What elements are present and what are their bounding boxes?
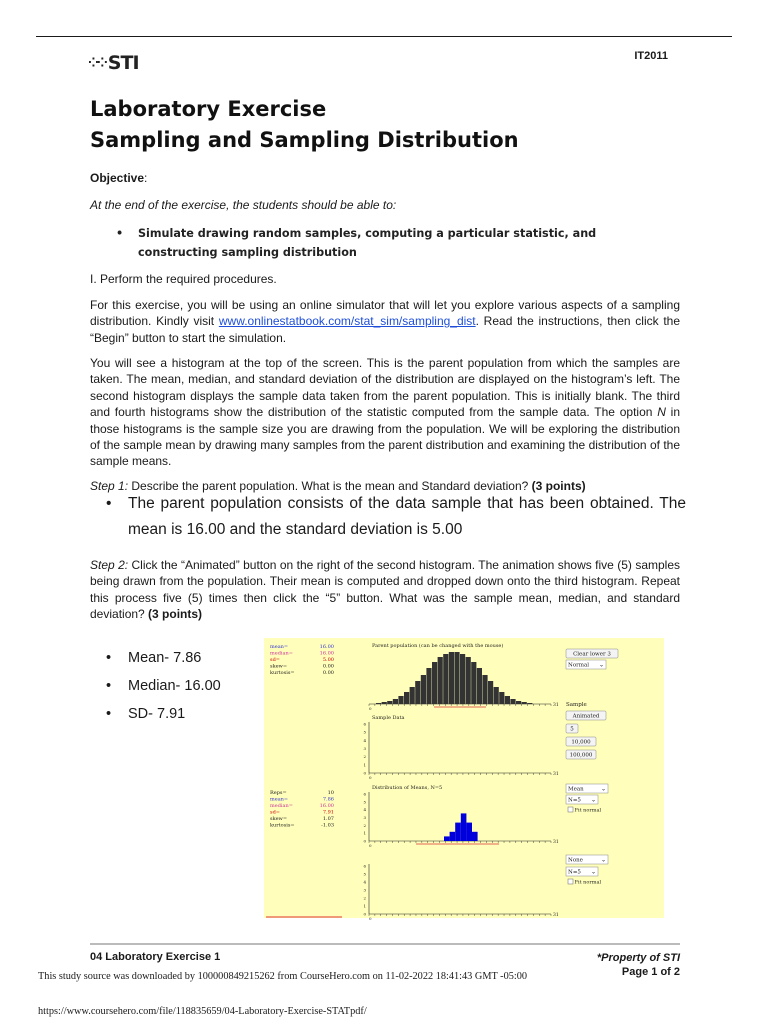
y-tick-label: 6	[363, 721, 366, 727]
y-tick-label: 0	[363, 911, 366, 917]
para1-text-before: For this exercise, you will be using an online simulator that will let you explore various aspects of a sampling distribution. Kindly visit	[90, 298, 680, 329]
step1-label: Step 1:	[90, 479, 129, 493]
parent-bar	[449, 652, 454, 704]
histogram-title: Parent population (can be changed with the mouse)	[372, 643, 504, 649]
step1-text: Describe the parent population. What is the mean and Standard deviation?	[128, 479, 532, 493]
simulator-graphic	[264, 638, 664, 921]
stat-key: Reps=	[270, 790, 287, 796]
x-tick-label: 0	[369, 916, 372, 921]
y-tick-label: 3	[363, 746, 366, 751]
statistic-select-4-value: None	[568, 857, 583, 864]
objective-heading	[90, 170, 680, 186]
stat-value: 0.00	[322, 670, 334, 676]
stat-value: 7.86	[322, 796, 334, 803]
parent-bar	[482, 675, 487, 704]
step1-answer-text: The parent population consists of the data sample that has been obtained. The mean is 16.00 and the standard deviation is 5.00	[128, 495, 686, 538]
step1-answer	[106, 491, 686, 543]
parent-bar	[477, 668, 482, 704]
x-tick-label: 31	[553, 840, 559, 845]
stat-key: sd=	[270, 809, 280, 816]
stat-key: sd=	[270, 657, 280, 663]
means-bar	[450, 832, 456, 841]
section-heading: I. Perform the required procedures.	[90, 272, 277, 286]
histogram-title: Distribution of Means, N=5	[372, 785, 443, 791]
paragraph-description	[90, 355, 680, 470]
stat-key: median=	[270, 650, 293, 657]
histogram-title: Sample Data	[372, 715, 405, 721]
para2-text-after: in those histograms is the sample size you are drawing from the population. We will be exploring the distribution of the sample mean by drawing many samples from the parent distribution and examining the distribution of the sample means.	[90, 405, 680, 469]
objective-bullet	[116, 224, 676, 262]
y-tick-label: 6	[363, 863, 366, 869]
means-bar	[461, 813, 467, 841]
parent-bar	[382, 702, 387, 704]
y-tick-label: 1	[363, 830, 366, 836]
x-tick-label: 31	[553, 913, 559, 918]
chevron-down-icon: ⌄	[590, 796, 596, 804]
x-tick-label: 0	[369, 706, 372, 711]
sample-5-button-label: 5	[570, 726, 574, 733]
answer-sd	[106, 706, 185, 722]
step1-points: (3 points)	[531, 479, 586, 493]
simulator-link[interactable]: www.onlinestatbook.com/stat_sim/sampling_dist	[218, 314, 476, 329]
answer-median-text: Median- 16.00	[128, 678, 221, 694]
parent-bar	[426, 668, 431, 704]
chevron-down-icon: ⌄	[598, 661, 604, 669]
simulator-screenshot	[264, 638, 664, 921]
x-tick-label: 0	[369, 843, 372, 848]
sample-10000-button-label: 10,000	[571, 739, 591, 746]
parent-bar	[415, 681, 420, 704]
distribution-select-value: Normal	[568, 662, 590, 669]
objective-intro: At the end of the exercise, the students should be able to:	[90, 198, 397, 212]
parent-bar	[393, 699, 398, 704]
y-tick-label: 2	[363, 895, 366, 901]
sample-100000-button-label: 100,000	[569, 752, 593, 759]
fit-normal-checkbox-4[interactable]	[568, 879, 573, 884]
stat-value: 5.00	[322, 657, 334, 663]
y-tick-label: 6	[363, 791, 366, 797]
parent-bar	[516, 701, 521, 704]
footer-rule	[90, 943, 680, 945]
page-title	[90, 94, 519, 156]
parent-bar	[454, 652, 459, 704]
parent-bar	[466, 657, 471, 704]
parent-bar	[432, 662, 437, 704]
chevron-down-icon: ⌄	[600, 856, 606, 864]
answer-sd-text: SD- 7.91	[128, 706, 186, 722]
footer-page-info	[560, 951, 680, 979]
source-url[interactable]: https://www.coursehero.com/file/118835659/04-Laboratory-Exercise-STATpdf/	[38, 1006, 367, 1017]
means-bar	[472, 832, 478, 841]
stat-key: mean=	[270, 644, 289, 650]
stat-key: mean=	[270, 796, 289, 803]
footer-doc-title: 04 Laboratory Exercise 1	[90, 951, 221, 963]
y-tick-label: 5	[363, 729, 366, 735]
parent-bar	[443, 654, 448, 704]
means-bar	[444, 836, 450, 841]
stat-value: 1.07	[322, 816, 334, 822]
y-tick-label: 4	[363, 879, 366, 885]
objective-colon: :	[144, 171, 148, 185]
parent-bar	[404, 692, 409, 704]
title-line-2: Sampling and Sampling Distribution	[90, 128, 519, 152]
x-tick-label: 31	[553, 772, 559, 777]
parent-bar	[522, 702, 527, 704]
fit-normal-checkbox-4-label: Fit normal	[574, 879, 602, 886]
y-tick-label: 4	[363, 807, 366, 813]
parent-bar	[421, 675, 426, 704]
parent-bar	[387, 701, 392, 704]
parent-bar	[376, 703, 381, 704]
answer-mean	[106, 650, 201, 666]
course-code: IT2011	[634, 50, 668, 62]
parent-bar	[494, 687, 499, 704]
logo-dots-icon: ⁘⁘	[88, 56, 106, 71]
fit-normal-checkbox-3-label: Fit normal	[574, 807, 602, 814]
clear-lower-button-label: Clear lower 3	[573, 651, 611, 658]
parent-bar	[410, 687, 415, 704]
parent-bar	[471, 662, 476, 704]
chevron-down-icon: ⌄	[600, 785, 606, 793]
para1-text-after: . Read the instructions, then click the “Begin” button to start the simulation.	[90, 314, 681, 345]
logo-text: STI	[107, 52, 139, 74]
x-tick-label: 0	[369, 775, 372, 780]
objective-label: Objective	[90, 171, 145, 185]
stat-value: 16.00	[319, 644, 334, 650]
step2-points: (3 points)	[148, 607, 203, 622]
parent-bar	[510, 699, 515, 704]
top-rule	[36, 36, 732, 37]
parent-bar	[460, 654, 465, 704]
bullet-dot-icon: •	[106, 678, 112, 694]
stat-key: kurtosis=	[270, 670, 295, 676]
y-tick-label: 3	[363, 815, 366, 820]
means-bar	[455, 823, 461, 841]
y-tick-label: 2	[363, 754, 366, 760]
sample-label: Sample	[566, 702, 587, 708]
para2-text-before: You will see a histogram at the top of the screen. This is the parent population from which the samples are taken. The mean, median, and standard deviation of the distribution are displayed on the histogram’s left. The second histogram displays the sample data taken from the parent population. This is initially blank. The third and fourth histograms show the distribution of the statistic computed from the sample data. The option	[90, 356, 680, 420]
sti-logo	[88, 52, 139, 74]
answer-median	[106, 678, 221, 694]
stat-value: 10	[327, 790, 334, 796]
stat-key: skew=	[270, 816, 288, 822]
paragraph-instructions	[90, 297, 680, 346]
y-tick-label: 1	[363, 903, 366, 909]
stat-key: skew=	[270, 663, 288, 670]
y-tick-label: 0	[363, 838, 366, 844]
y-tick-label: 4	[363, 737, 366, 743]
bullet-dot-icon: •	[106, 706, 112, 722]
y-tick-label: 1	[363, 762, 366, 768]
stat-key: median=	[270, 803, 293, 809]
parent-bar	[438, 657, 443, 704]
stat-value: 16.00	[319, 650, 334, 657]
stat-value: 16.00	[319, 803, 334, 809]
step2-question	[90, 557, 680, 623]
stat-value: 7.91	[322, 809, 334, 816]
stat-value: -1.03	[321, 822, 334, 829]
y-tick-label: 5	[363, 799, 366, 805]
y-tick-label: 3	[363, 887, 366, 893]
step2-text: Click the “Animated” button on the right of the second histogram. The animation shows five (5) samples being drawn from the population. Their mean is computed and dropped down onto the third histogram. Repeat this process five (5) times then click the “5” button. What was the sample mean, median, and standard deviation?	[90, 558, 681, 622]
stat-value: 0.00	[322, 663, 334, 670]
fit-normal-checkbox-3[interactable]	[568, 807, 573, 812]
objective-bullet-text: Simulate drawing random samples, computing a particular statistic, and constructing sampling distribution	[138, 227, 597, 259]
footer-property: *Property of STI	[596, 952, 680, 964]
means-bar	[466, 823, 472, 841]
bullet-dot-icon: •	[106, 495, 112, 512]
parent-bar	[499, 692, 504, 704]
parent-bar	[398, 696, 403, 704]
y-tick-label: 2	[363, 822, 366, 828]
download-notice: This study source was downloaded by 100000849215262 from CourseHero.com on 11-02-2022 18:41:43 GMT -05:00	[38, 971, 528, 982]
animated-button-label: Animated	[572, 713, 600, 720]
para2-n: N	[657, 405, 666, 420]
step2-label: Step 2:	[90, 558, 129, 572]
sample-size-select-3-value: N=5	[568, 797, 581, 804]
y-tick-label: 0	[363, 770, 366, 776]
footer-page-number: Page 1 of 2	[621, 966, 680, 978]
bullet-dot-icon: •	[116, 227, 124, 240]
parent-bar	[488, 681, 493, 704]
parent-bar	[527, 703, 532, 704]
statistic-select-3-value: Mean	[568, 786, 584, 793]
title-line-1: Laboratory Exercise	[90, 97, 327, 121]
answer-mean-text: Mean- 7.86	[128, 650, 202, 666]
chevron-down-icon: ⌄	[590, 868, 596, 876]
parent-bar	[505, 696, 510, 704]
y-tick-label: 5	[363, 871, 366, 877]
x-tick-label: 31	[553, 703, 559, 708]
sample-size-select-4-value: N=5	[568, 869, 581, 876]
bullet-dot-icon: •	[106, 650, 112, 666]
stat-key: kurtosis=	[270, 822, 295, 829]
